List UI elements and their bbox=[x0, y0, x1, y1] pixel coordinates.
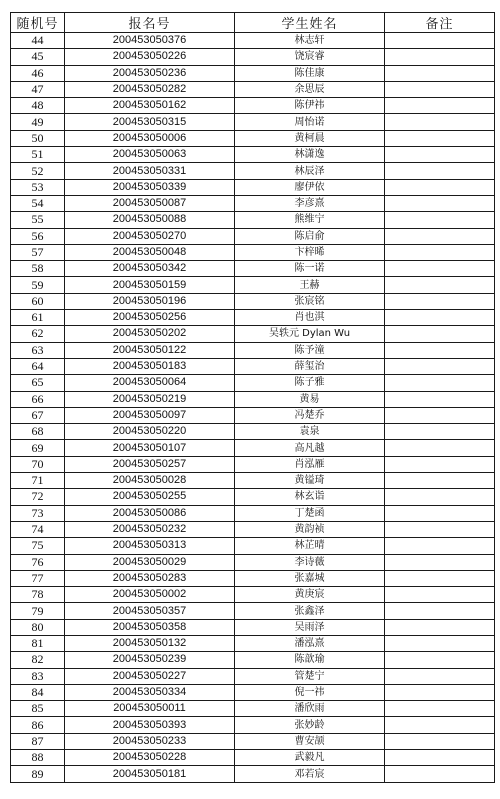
remark-cell bbox=[385, 635, 495, 651]
table-row bbox=[11, 114, 495, 130]
row-number-cell: 87 bbox=[11, 733, 65, 749]
student-name-cell: 林辰泽 bbox=[235, 163, 385, 179]
registration-id-cell: 200453050132 bbox=[65, 635, 235, 651]
registration-id-cell: 200453050202 bbox=[65, 326, 235, 342]
student-name-cell: 黄易 bbox=[235, 391, 385, 407]
student-name-cell: 林志轩 bbox=[235, 33, 385, 49]
registration-id-cell: 200453050393 bbox=[65, 717, 235, 733]
remark-cell bbox=[385, 456, 495, 472]
remark-cell bbox=[385, 554, 495, 570]
student-name-cell: 冯楚乔 bbox=[235, 407, 385, 423]
student-name-cell: 陈歆瑜 bbox=[235, 652, 385, 668]
table-row bbox=[11, 179, 495, 195]
student-name-cell: 王赫 bbox=[235, 277, 385, 293]
registration-id-cell: 200453050282 bbox=[65, 81, 235, 97]
header-number: 随机号 bbox=[11, 13, 65, 33]
student-roster-table bbox=[10, 12, 495, 783]
remark-cell bbox=[385, 717, 495, 733]
remark-cell bbox=[385, 212, 495, 228]
row-number-cell: 83 bbox=[11, 668, 65, 684]
remark-cell bbox=[385, 603, 495, 619]
table-row bbox=[11, 81, 495, 97]
header-row bbox=[11, 13, 495, 33]
table-row bbox=[11, 326, 495, 342]
registration-id-cell: 200453050107 bbox=[65, 440, 235, 456]
registration-id-cell: 200453050086 bbox=[65, 505, 235, 521]
row-number-cell: 66 bbox=[11, 391, 65, 407]
row-number-cell: 78 bbox=[11, 587, 65, 603]
student-name-cell: 吴雨泽 bbox=[235, 619, 385, 635]
table-row bbox=[11, 244, 495, 260]
table-row bbox=[11, 733, 495, 749]
student-name-cell: 黄镒琦 bbox=[235, 473, 385, 489]
remark-cell bbox=[385, 668, 495, 684]
remark-cell bbox=[385, 619, 495, 635]
student-name-cell: 薛玺治 bbox=[235, 358, 385, 374]
row-number-cell: 88 bbox=[11, 750, 65, 766]
remark-cell bbox=[385, 228, 495, 244]
table-row bbox=[11, 310, 495, 326]
registration-id-cell: 200453050270 bbox=[65, 228, 235, 244]
student-name-cell: 卞梓晞 bbox=[235, 244, 385, 260]
registration-id-cell: 200453050334 bbox=[65, 684, 235, 700]
table-row bbox=[11, 652, 495, 668]
table-row bbox=[11, 489, 495, 505]
student-name-cell: 林玄诣 bbox=[235, 489, 385, 505]
table-row bbox=[11, 261, 495, 277]
table-row bbox=[11, 668, 495, 684]
row-number-cell: 57 bbox=[11, 244, 65, 260]
row-number-cell: 63 bbox=[11, 342, 65, 358]
remark-cell bbox=[385, 766, 495, 782]
student-name-cell: 陈启俞 bbox=[235, 228, 385, 244]
remark-cell bbox=[385, 440, 495, 456]
table-row bbox=[11, 538, 495, 554]
student-roster-sheet bbox=[10, 12, 494, 783]
remark-cell bbox=[385, 195, 495, 211]
student-name-cell: 李彦熹 bbox=[235, 195, 385, 211]
registration-id-cell: 200453050228 bbox=[65, 750, 235, 766]
remark-cell bbox=[385, 342, 495, 358]
table-row bbox=[11, 554, 495, 570]
row-number-cell: 54 bbox=[11, 195, 65, 211]
registration-id-cell: 200453050342 bbox=[65, 261, 235, 277]
row-number-cell: 81 bbox=[11, 635, 65, 651]
registration-id-cell: 200453050283 bbox=[65, 570, 235, 586]
registration-id-cell: 200453050006 bbox=[65, 130, 235, 146]
remark-cell bbox=[385, 179, 495, 195]
student-name-cell: 廖伊依 bbox=[235, 179, 385, 195]
student-name-cell: 袁泉 bbox=[235, 424, 385, 440]
table-row bbox=[11, 521, 495, 537]
header-registration-id: 报名号 bbox=[65, 13, 235, 33]
row-number-cell: 89 bbox=[11, 766, 65, 782]
row-number-cell: 65 bbox=[11, 375, 65, 391]
table-row bbox=[11, 49, 495, 65]
remark-cell bbox=[385, 652, 495, 668]
table-row bbox=[11, 130, 495, 146]
row-number-cell: 69 bbox=[11, 440, 65, 456]
row-number-cell: 47 bbox=[11, 81, 65, 97]
remark-cell bbox=[385, 33, 495, 49]
row-number-cell: 62 bbox=[11, 326, 65, 342]
student-name-cell: 高凡越 bbox=[235, 440, 385, 456]
table-row bbox=[11, 358, 495, 374]
remark-cell bbox=[385, 163, 495, 179]
remark-cell bbox=[385, 505, 495, 521]
student-name-cell: 陈佳康 bbox=[235, 65, 385, 81]
row-number-cell: 51 bbox=[11, 147, 65, 163]
student-name-cell: 潘泓熹 bbox=[235, 635, 385, 651]
table-row bbox=[11, 407, 495, 423]
registration-id-cell: 200453050029 bbox=[65, 554, 235, 570]
row-number-cell: 48 bbox=[11, 98, 65, 114]
table-row bbox=[11, 717, 495, 733]
registration-id-cell: 200453050122 bbox=[65, 342, 235, 358]
row-number-cell: 53 bbox=[11, 179, 65, 195]
table-row bbox=[11, 505, 495, 521]
student-name-cell: 李诗薇 bbox=[235, 554, 385, 570]
registration-id-cell: 200453050376 bbox=[65, 33, 235, 49]
table-row bbox=[11, 635, 495, 651]
remark-cell bbox=[385, 570, 495, 586]
registration-id-cell: 200453050339 bbox=[65, 179, 235, 195]
row-number-cell: 76 bbox=[11, 554, 65, 570]
student-name-cell: 林芷晴 bbox=[235, 538, 385, 554]
registration-id-cell: 200453050239 bbox=[65, 652, 235, 668]
student-name-cell: 倪一祎 bbox=[235, 684, 385, 700]
row-number-cell: 44 bbox=[11, 33, 65, 49]
table-row bbox=[11, 195, 495, 211]
student-name-cell: 邓若宸 bbox=[235, 766, 385, 782]
row-number-cell: 52 bbox=[11, 163, 65, 179]
student-name-cell: 潘欣雨 bbox=[235, 701, 385, 717]
registration-id-cell: 200453050183 bbox=[65, 358, 235, 374]
table-row bbox=[11, 701, 495, 717]
table-row bbox=[11, 603, 495, 619]
student-name-cell: 陈伊祎 bbox=[235, 98, 385, 114]
remark-cell bbox=[385, 65, 495, 81]
row-number-cell: 80 bbox=[11, 619, 65, 635]
table-row bbox=[11, 570, 495, 586]
row-number-cell: 59 bbox=[11, 277, 65, 293]
table-row bbox=[11, 619, 495, 635]
table-header bbox=[11, 13, 495, 33]
student-name-cell: 陈一诺 bbox=[235, 261, 385, 277]
registration-id-cell: 200453050257 bbox=[65, 456, 235, 472]
registration-id-cell: 200453050048 bbox=[65, 244, 235, 260]
header-student-name: 学生姓名 bbox=[235, 13, 385, 33]
registration-id-cell: 200453050162 bbox=[65, 98, 235, 114]
remark-cell bbox=[385, 733, 495, 749]
table-row bbox=[11, 277, 495, 293]
student-name-cell: 周怡诺 bbox=[235, 114, 385, 130]
row-number-cell: 45 bbox=[11, 49, 65, 65]
registration-id-cell: 200453050313 bbox=[65, 538, 235, 554]
row-number-cell: 86 bbox=[11, 717, 65, 733]
student-name-cell: 武毅凡 bbox=[235, 750, 385, 766]
registration-id-cell: 200453050331 bbox=[65, 163, 235, 179]
row-number-cell: 64 bbox=[11, 358, 65, 374]
remark-cell bbox=[385, 375, 495, 391]
row-number-cell: 74 bbox=[11, 521, 65, 537]
student-name-cell: 张宸铭 bbox=[235, 293, 385, 309]
table-row bbox=[11, 424, 495, 440]
remark-cell bbox=[385, 147, 495, 163]
table-row bbox=[11, 587, 495, 603]
row-number-cell: 55 bbox=[11, 212, 65, 228]
row-number-cell: 71 bbox=[11, 473, 65, 489]
header-remarks: 备注 bbox=[385, 13, 495, 33]
row-number-cell: 73 bbox=[11, 505, 65, 521]
remark-cell bbox=[385, 424, 495, 440]
student-name-cell: 张嘉城 bbox=[235, 570, 385, 586]
table-row bbox=[11, 212, 495, 228]
registration-id-cell: 200453050181 bbox=[65, 766, 235, 782]
registration-id-cell: 200453050011 bbox=[65, 701, 235, 717]
remark-cell bbox=[385, 326, 495, 342]
table-row bbox=[11, 228, 495, 244]
table-row bbox=[11, 440, 495, 456]
registration-id-cell: 200453050097 bbox=[65, 407, 235, 423]
registration-id-cell: 200453050064 bbox=[65, 375, 235, 391]
remark-cell bbox=[385, 489, 495, 505]
remark-cell bbox=[385, 407, 495, 423]
row-number-cell: 84 bbox=[11, 684, 65, 700]
registration-id-cell: 200453050236 bbox=[65, 65, 235, 81]
row-number-cell: 60 bbox=[11, 293, 65, 309]
student-name-cell: 林潇逸 bbox=[235, 147, 385, 163]
remark-cell bbox=[385, 521, 495, 537]
row-number-cell: 49 bbox=[11, 114, 65, 130]
registration-id-cell: 200453050232 bbox=[65, 521, 235, 537]
student-name-cell: 黄庚宸 bbox=[235, 587, 385, 603]
remark-cell bbox=[385, 473, 495, 489]
student-name-cell: 黄韵祯 bbox=[235, 521, 385, 537]
row-number-cell: 68 bbox=[11, 424, 65, 440]
row-number-cell: 56 bbox=[11, 228, 65, 244]
remark-cell bbox=[385, 49, 495, 65]
registration-id-cell: 200453050357 bbox=[65, 603, 235, 619]
student-name-cell: 陈予潼 bbox=[235, 342, 385, 358]
remark-cell bbox=[385, 261, 495, 277]
remark-cell bbox=[385, 277, 495, 293]
table-row bbox=[11, 147, 495, 163]
student-name-cell: 曹安颉 bbox=[235, 733, 385, 749]
registration-id-cell: 200453050358 bbox=[65, 619, 235, 635]
remark-cell bbox=[385, 358, 495, 374]
table-row bbox=[11, 33, 495, 49]
registration-id-cell: 200453050226 bbox=[65, 49, 235, 65]
table-row bbox=[11, 391, 495, 407]
student-name-cell: 吴轶元 Dylan Wu bbox=[235, 326, 385, 342]
row-number-cell: 82 bbox=[11, 652, 65, 668]
registration-id-cell: 200453050233 bbox=[65, 733, 235, 749]
row-number-cell: 85 bbox=[11, 701, 65, 717]
registration-id-cell: 200453050088 bbox=[65, 212, 235, 228]
registration-id-cell: 200453050255 bbox=[65, 489, 235, 505]
table-row bbox=[11, 473, 495, 489]
student-name-cell: 陈子雅 bbox=[235, 375, 385, 391]
table-row bbox=[11, 65, 495, 81]
row-number-cell: 75 bbox=[11, 538, 65, 554]
registration-id-cell: 200453050159 bbox=[65, 277, 235, 293]
row-number-cell: 61 bbox=[11, 310, 65, 326]
remark-cell bbox=[385, 701, 495, 717]
student-name-cell: 丁楚函 bbox=[235, 505, 385, 521]
table-row bbox=[11, 375, 495, 391]
table-row bbox=[11, 342, 495, 358]
registration-id-cell: 200453050219 bbox=[65, 391, 235, 407]
table-row bbox=[11, 684, 495, 700]
table-body bbox=[11, 33, 495, 783]
row-number-cell: 67 bbox=[11, 407, 65, 423]
remark-cell bbox=[385, 684, 495, 700]
table-row bbox=[11, 98, 495, 114]
student-name-cell: 管楚宁 bbox=[235, 668, 385, 684]
remark-cell bbox=[385, 81, 495, 97]
remark-cell bbox=[385, 114, 495, 130]
student-name-cell: 肖也淇 bbox=[235, 310, 385, 326]
student-name-cell: 饶宸睿 bbox=[235, 49, 385, 65]
registration-id-cell: 200453050028 bbox=[65, 473, 235, 489]
row-number-cell: 46 bbox=[11, 65, 65, 81]
student-name-cell: 张鑫泽 bbox=[235, 603, 385, 619]
registration-id-cell: 200453050002 bbox=[65, 587, 235, 603]
row-number-cell: 72 bbox=[11, 489, 65, 505]
registration-id-cell: 200453050220 bbox=[65, 424, 235, 440]
student-name-cell: 黄柯晨 bbox=[235, 130, 385, 146]
registration-id-cell: 200453050227 bbox=[65, 668, 235, 684]
remark-cell bbox=[385, 98, 495, 114]
row-number-cell: 58 bbox=[11, 261, 65, 277]
registration-id-cell: 200453050196 bbox=[65, 293, 235, 309]
remark-cell bbox=[385, 244, 495, 260]
student-name-cell: 肖泓雁 bbox=[235, 456, 385, 472]
remark-cell bbox=[385, 391, 495, 407]
table-row bbox=[11, 750, 495, 766]
registration-id-cell: 200453050063 bbox=[65, 147, 235, 163]
row-number-cell: 77 bbox=[11, 570, 65, 586]
remark-cell bbox=[385, 538, 495, 554]
remark-cell bbox=[385, 750, 495, 766]
remark-cell bbox=[385, 310, 495, 326]
student-name-cell: 余思辰 bbox=[235, 81, 385, 97]
table-row bbox=[11, 163, 495, 179]
table-row bbox=[11, 766, 495, 782]
registration-id-cell: 200453050087 bbox=[65, 195, 235, 211]
registration-id-cell: 200453050256 bbox=[65, 310, 235, 326]
student-name-cell: 熊维宁 bbox=[235, 212, 385, 228]
table-row bbox=[11, 456, 495, 472]
table-row bbox=[11, 293, 495, 309]
registration-id-cell: 200453050315 bbox=[65, 114, 235, 130]
remark-cell bbox=[385, 130, 495, 146]
student-name-cell: 张妙龄 bbox=[235, 717, 385, 733]
row-number-cell: 50 bbox=[11, 130, 65, 146]
remark-cell bbox=[385, 293, 495, 309]
row-number-cell: 79 bbox=[11, 603, 65, 619]
row-number-cell: 70 bbox=[11, 456, 65, 472]
remark-cell bbox=[385, 587, 495, 603]
